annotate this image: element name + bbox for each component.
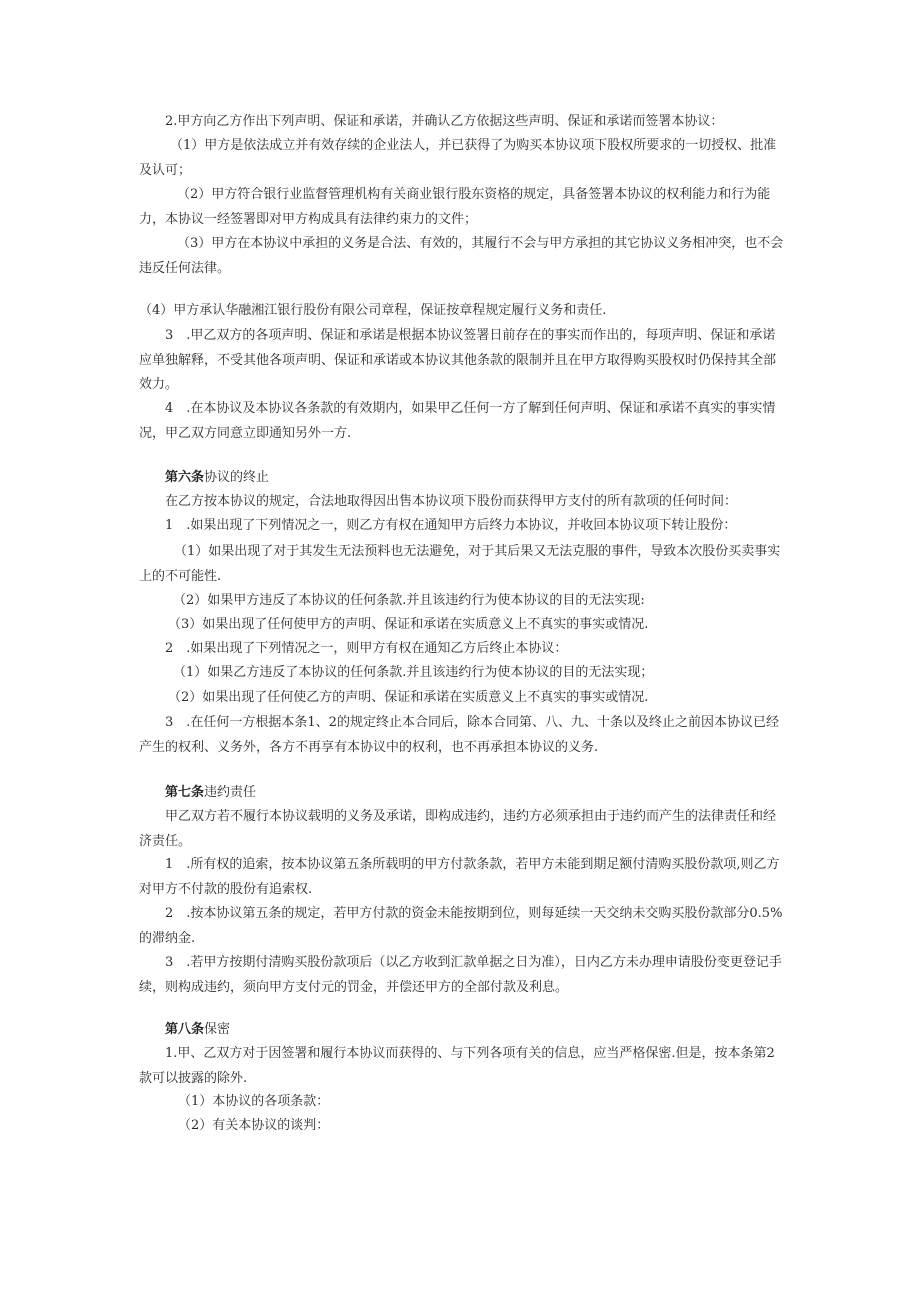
article-6-para-2: 2 .如果出现了下列情况之一，则甲方有权在通知乙方后终止本协议： <box>165 641 568 656</box>
sec5-item-3: （3）甲方在本协议中承担的义务是合法、有效的，其履行不会与甲方承担的其它协议义务相冲突，也不会违反任何法律。 <box>139 236 784 276</box>
article-6-title: 协议的终止 <box>204 470 270 485</box>
article-7-para-2: 2 .按本协议第五条的规定，若甲方付款的资金未能按期到位，则每延续一天交纳未交购买股份款部分0.5%的滞纳金. <box>139 906 783 946</box>
article-6-heading <box>165 466 269 490</box>
article-7-number: 第七条 <box>165 785 205 800</box>
article-6-para-3: 3 .在任何一方根据本条1、2的规定终止本合同后，除本合同第、八、九、十条以及终止之前因本协议已经产生的权利、义务外，各方不再享有本协议中的权利，也不再承担本协议的义务. <box>139 715 779 755</box>
article-6-number: 第六条 <box>165 470 205 485</box>
sec5-para-4: 4 .在本协议及本协议各条款的有效期内，如果甲乙任何一方了解到任何声明、保证和承诺不真实的事实情况，甲乙双方同意立即通知另外一方. <box>139 401 776 441</box>
sec5-item-1: （1）甲方是依法成立并有效存续的企业法人，并已获得了为购买本协议项下股权所要求的一切授权、批准及认可； <box>139 138 777 178</box>
article-8-number: 第八条 <box>165 1022 205 1037</box>
article-6-intro: 在乙方按本协议的规定，合法地取得因出售本协议项下股份而获得甲方支付的所有款项的任何时间： <box>165 494 738 509</box>
article-8-title: 保密 <box>204 1022 231 1037</box>
article-8-item-1: （1）本协议的各项条款： <box>178 1094 330 1109</box>
sec5-item-2: （2）甲方符合银行业监督管理机构有关商业银行股东资格的规定，具备签署本协议的权利能力和行为能力，本协议一经签署即对甲方构成具有法律约束力的文件； <box>139 187 771 227</box>
article-6-para-2-item-1: （1）如果乙方违反了本协议的任何条款.并且该违约行为使本协议的目的无法实现； <box>173 665 654 680</box>
sec5-item-4: （4）甲方承认华融湘江银行股份有限公司章程，保证按章程规定履行义务和责任. <box>139 303 607 318</box>
article-6-para-1-item-2: （2）如果甲方违反了本协议的任何条款.并且该违约行为使本协议的目的无法实现: <box>173 593 645 608</box>
sec5-para-3: 3 .甲乙双方的各项声明、保证和承诺是根据本协议签署日前存在的事实而作出的，每项声明、保证和承诺应单独解释，不受其他各项声明、保证和承诺或本协议其他条款的限制并且在甲方取得购买股权时仍保持其全部效力。 <box>139 328 777 392</box>
article-7-heading <box>165 781 256 805</box>
sec5-para-2: 2.甲方向乙方作出下列声明、保证和承诺，并确认乙方依据这些声明、保证和承诺而签署本协议： <box>165 114 724 129</box>
article-6-para-1-item-3: （3）如果出现了任何使甲方的声明、保证和承诺在实质意义上不真实的事实或情况. <box>168 617 649 632</box>
article-6-para-1: 1 .如果出现了下列情况之一，则乙方有权在通知甲方后终力本协议，并收回本协议项下转让股份： <box>165 518 737 533</box>
article-8-para-1: 1.甲、乙双方对于因签署和履行本协议而获得的、与下列各项有关的信息，应当严格保密.但是，按本条第2款可以披露的除外. <box>139 1046 775 1086</box>
article-7-para-1: 1 .所有权的追索，按本协议第五条所载明的甲方付款条款，若甲方未能到期足额付清购买股份款项,则乙方对甲方不付款的股份有追索权. <box>139 857 780 897</box>
article-7-title: 违约责任 <box>204 785 257 800</box>
article-8-item-2: （2）有关本协议的谈判： <box>178 1118 330 1133</box>
article-7-para-3: 3 .若甲方按期付清购买股份款项后（以乙方收到汇款单据之日为准），日内乙方未办理申请股份变更登记手续，则构成违约，须向甲方支付元的罚金，并偿还甲方的全部付款及利息。 <box>139 955 782 995</box>
article-8-heading <box>165 1018 230 1042</box>
article-7-intro: 甲乙双方若不履行本协议载明的义务及承诺，即构成违约，违约方必须承担由于违约而产生的法律责任和经济责任。 <box>139 809 777 849</box>
article-6-para-2-item-2: （2）如果出现了任何使乙方的声明、保证和承诺在实质意义上不真实的事实或情况. <box>168 690 649 705</box>
article-6-para-1-item-1: （1）如果出现了对于其发生无法预料也无法避免，对于其后果又无法克服的事件，导致本次股份买卖事实上的不可能性. <box>139 544 781 584</box>
